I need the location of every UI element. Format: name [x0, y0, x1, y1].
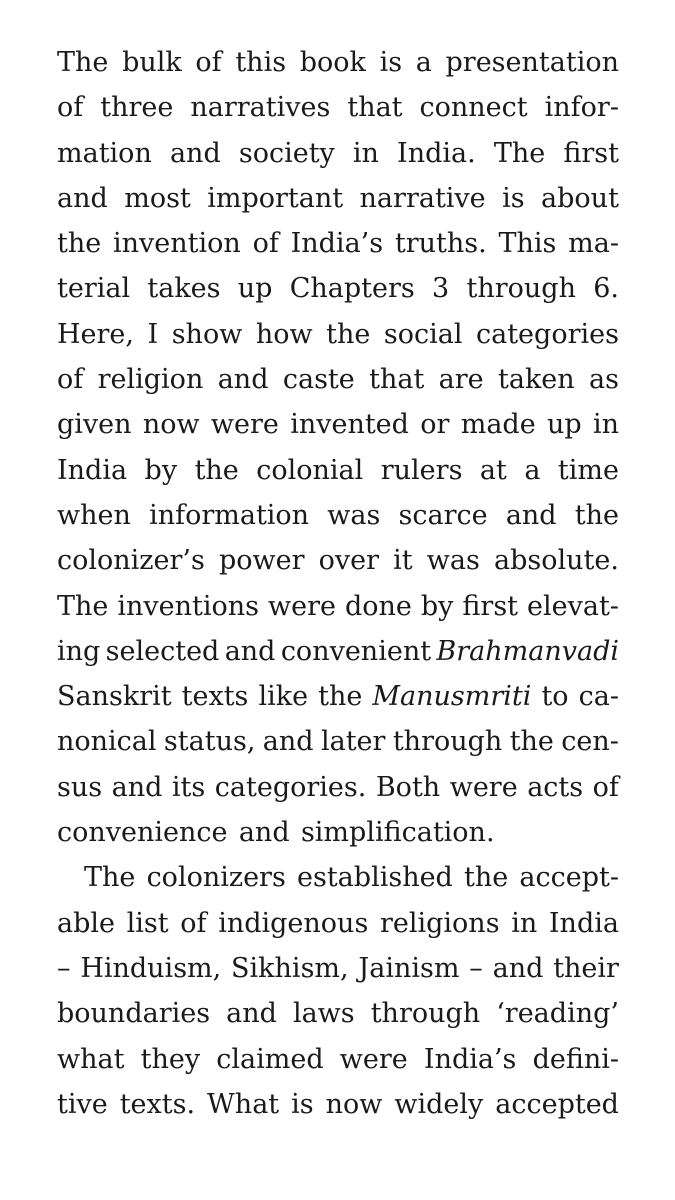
- word: when: [57, 499, 131, 531]
- word: through: [466, 273, 576, 305]
- word: Chapters: [289, 273, 415, 305]
- word: colonizer’s: [57, 545, 205, 577]
- word: now: [142, 409, 200, 441]
- word: the: [194, 454, 239, 486]
- word: of: [592, 771, 619, 803]
- word: and: [238, 817, 290, 849]
- word: status,: [163, 726, 256, 758]
- word: made: [460, 409, 536, 441]
- text-line: [57, 855, 619, 900]
- word: book: [299, 47, 366, 78]
- word: bulk: [122, 47, 182, 78]
- word: convenient: [280, 635, 432, 667]
- text-line: [57, 402, 619, 447]
- word: The: [57, 590, 109, 622]
- word: Manusmriti: [372, 681, 532, 713]
- word: 3: [432, 273, 450, 305]
- text-line: [57, 221, 619, 266]
- word: Hinduism,: [80, 952, 222, 984]
- word: social: [383, 318, 463, 350]
- text-line: [57, 629, 619, 674]
- word: in: [352, 137, 379, 169]
- word: of: [180, 907, 207, 939]
- text-line: [57, 85, 619, 130]
- word: ca-: [578, 681, 619, 713]
- word: through: [392, 726, 503, 758]
- word: terial: [57, 273, 131, 305]
- word: their: [553, 952, 619, 984]
- word: caste: [282, 364, 355, 396]
- word: –: [57, 952, 71, 984]
- word: selected: [105, 635, 220, 667]
- word: The: [493, 137, 546, 169]
- word: were: [449, 771, 518, 803]
- word: this: [235, 47, 287, 78]
- word: time: [557, 454, 619, 486]
- word: narrative: [359, 182, 486, 214]
- word: –: [469, 952, 483, 984]
- word: indigenous: [218, 907, 369, 939]
- text-line: [57, 493, 619, 538]
- word: and: [217, 364, 269, 396]
- word: was: [327, 499, 381, 531]
- text-line: [57, 266, 619, 311]
- word: over: [318, 545, 380, 577]
- word: now: [325, 1088, 383, 1120]
- word: India: [57, 454, 128, 486]
- word: its: [171, 771, 206, 803]
- word: Sanskrit: [57, 681, 172, 713]
- word: colonizers: [146, 862, 286, 894]
- word: presentation: [445, 47, 619, 78]
- word: simplification.: [300, 817, 495, 849]
- word: or: [420, 409, 450, 441]
- word: is: [502, 182, 525, 214]
- word: most: [124, 182, 191, 214]
- word: The: [84, 862, 136, 894]
- word: religions: [379, 907, 500, 939]
- word: was: [426, 545, 480, 577]
- word: 6.: [593, 273, 619, 305]
- word: is: [291, 1088, 314, 1120]
- word: boundaries: [57, 998, 211, 1030]
- text-line: [57, 584, 619, 629]
- word: narratives: [190, 92, 331, 124]
- word: This: [498, 228, 557, 260]
- word: the: [326, 318, 371, 350]
- word: first: [563, 137, 619, 169]
- word: scarce: [398, 499, 488, 531]
- word: absolute.: [494, 545, 619, 577]
- word: acts: [527, 771, 584, 803]
- word: of: [195, 47, 222, 78]
- word: first: [462, 590, 519, 622]
- text-line: [57, 40, 619, 85]
- text-line: [57, 991, 619, 1036]
- word: in: [592, 409, 619, 441]
- word: were: [210, 409, 279, 441]
- word: established: [297, 862, 453, 894]
- word: colonial: [256, 454, 364, 486]
- word: up: [546, 409, 582, 441]
- text-line: [57, 1082, 619, 1127]
- word: invention: [113, 228, 241, 260]
- word: India’s: [423, 1043, 517, 1075]
- word: is: [379, 47, 403, 78]
- word: show: [171, 318, 243, 350]
- text-line: [57, 176, 619, 221]
- word: Sikhism,: [231, 952, 349, 984]
- word: list: [126, 907, 169, 939]
- word: texts: [181, 681, 249, 713]
- word: of: [57, 92, 84, 124]
- word: categories: [475, 318, 619, 350]
- word: were: [268, 590, 336, 622]
- word: elevat-: [527, 590, 619, 622]
- word: a: [524, 454, 541, 486]
- word: and: [492, 952, 544, 984]
- word: ing: [57, 635, 101, 667]
- word: through: [370, 998, 481, 1030]
- word: about: [541, 182, 619, 214]
- word: three: [100, 92, 174, 124]
- word: important: [207, 182, 344, 214]
- text-line: [57, 719, 619, 764]
- text-line: [57, 1037, 619, 1082]
- text-line: [57, 810, 619, 855]
- word: given: [57, 409, 132, 441]
- word: in: [511, 907, 538, 939]
- word: to: [541, 681, 569, 713]
- text-line: [57, 448, 619, 493]
- word: they: [140, 1043, 201, 1075]
- word: up: [237, 273, 273, 305]
- word: of: [252, 228, 279, 260]
- word: like: [258, 681, 309, 713]
- word: Both: [375, 771, 441, 803]
- text-line: [57, 357, 619, 402]
- word: takes: [147, 273, 221, 305]
- text-line: [57, 901, 619, 946]
- word: laws: [292, 998, 355, 1030]
- word: and: [262, 726, 314, 758]
- word: India: [548, 907, 619, 939]
- word: and: [57, 182, 108, 214]
- word: inventions: [117, 590, 260, 622]
- word: later: [320, 726, 386, 758]
- word: by: [144, 454, 178, 486]
- word: the: [318, 681, 363, 713]
- word: done: [344, 590, 412, 622]
- word: sus: [57, 771, 103, 803]
- word: ‘reading’: [496, 998, 619, 1030]
- word: are: [438, 364, 484, 396]
- body-text: [57, 40, 619, 1127]
- word: The: [57, 47, 109, 78]
- word: cen-: [561, 726, 619, 758]
- word: Brahmanvadi: [436, 635, 619, 667]
- word: power: [218, 545, 305, 577]
- word: the: [509, 726, 554, 758]
- word: religion: [97, 364, 204, 396]
- word: at: [479, 454, 507, 486]
- word: and: [224, 635, 276, 667]
- word: What: [207, 1088, 280, 1120]
- word: that: [369, 364, 425, 396]
- text-line: [57, 674, 619, 719]
- word: were: [339, 1043, 408, 1075]
- word: and: [505, 499, 557, 531]
- word: taken: [498, 364, 575, 396]
- word: I: [147, 318, 159, 350]
- word: convenience: [57, 817, 228, 849]
- text-line: [57, 131, 619, 176]
- word: defini-: [532, 1043, 619, 1075]
- word: and: [111, 771, 163, 803]
- word: Jainism: [358, 952, 460, 984]
- word: categories.: [214, 771, 367, 803]
- word: a: [415, 47, 432, 78]
- word: Here,: [57, 318, 134, 350]
- word: widely: [394, 1088, 484, 1120]
- text-line: [57, 312, 619, 357]
- word: tive: [57, 1088, 108, 1120]
- word: as: [589, 364, 619, 396]
- word: what: [57, 1043, 125, 1075]
- text-line: [57, 538, 619, 583]
- word: accepted: [495, 1088, 619, 1120]
- word: connect: [419, 92, 528, 124]
- text-line: [57, 946, 619, 991]
- word: claimed: [216, 1043, 324, 1075]
- word: and: [169, 137, 221, 169]
- word: mation: [57, 137, 152, 169]
- word: of: [57, 364, 84, 396]
- word: able: [57, 907, 115, 939]
- word: India’s: [290, 228, 384, 260]
- word: truths.: [394, 228, 487, 260]
- word: by: [420, 590, 454, 622]
- word: invented: [290, 409, 409, 441]
- word: India.: [397, 137, 476, 169]
- word: the: [57, 228, 102, 260]
- word: and: [226, 998, 277, 1030]
- word: accept-: [519, 862, 619, 894]
- text-line: [57, 765, 619, 810]
- word: ma-: [568, 228, 619, 260]
- word: it: [393, 545, 413, 577]
- word: how: [255, 318, 313, 350]
- word: texts.: [119, 1088, 196, 1120]
- word: society: [238, 137, 335, 169]
- word: that: [347, 92, 403, 124]
- word: infor-: [544, 92, 619, 124]
- word: the: [574, 499, 619, 531]
- word: information: [149, 499, 310, 531]
- word: the: [464, 862, 509, 894]
- word: nonical: [57, 726, 157, 758]
- word: rulers: [380, 454, 463, 486]
